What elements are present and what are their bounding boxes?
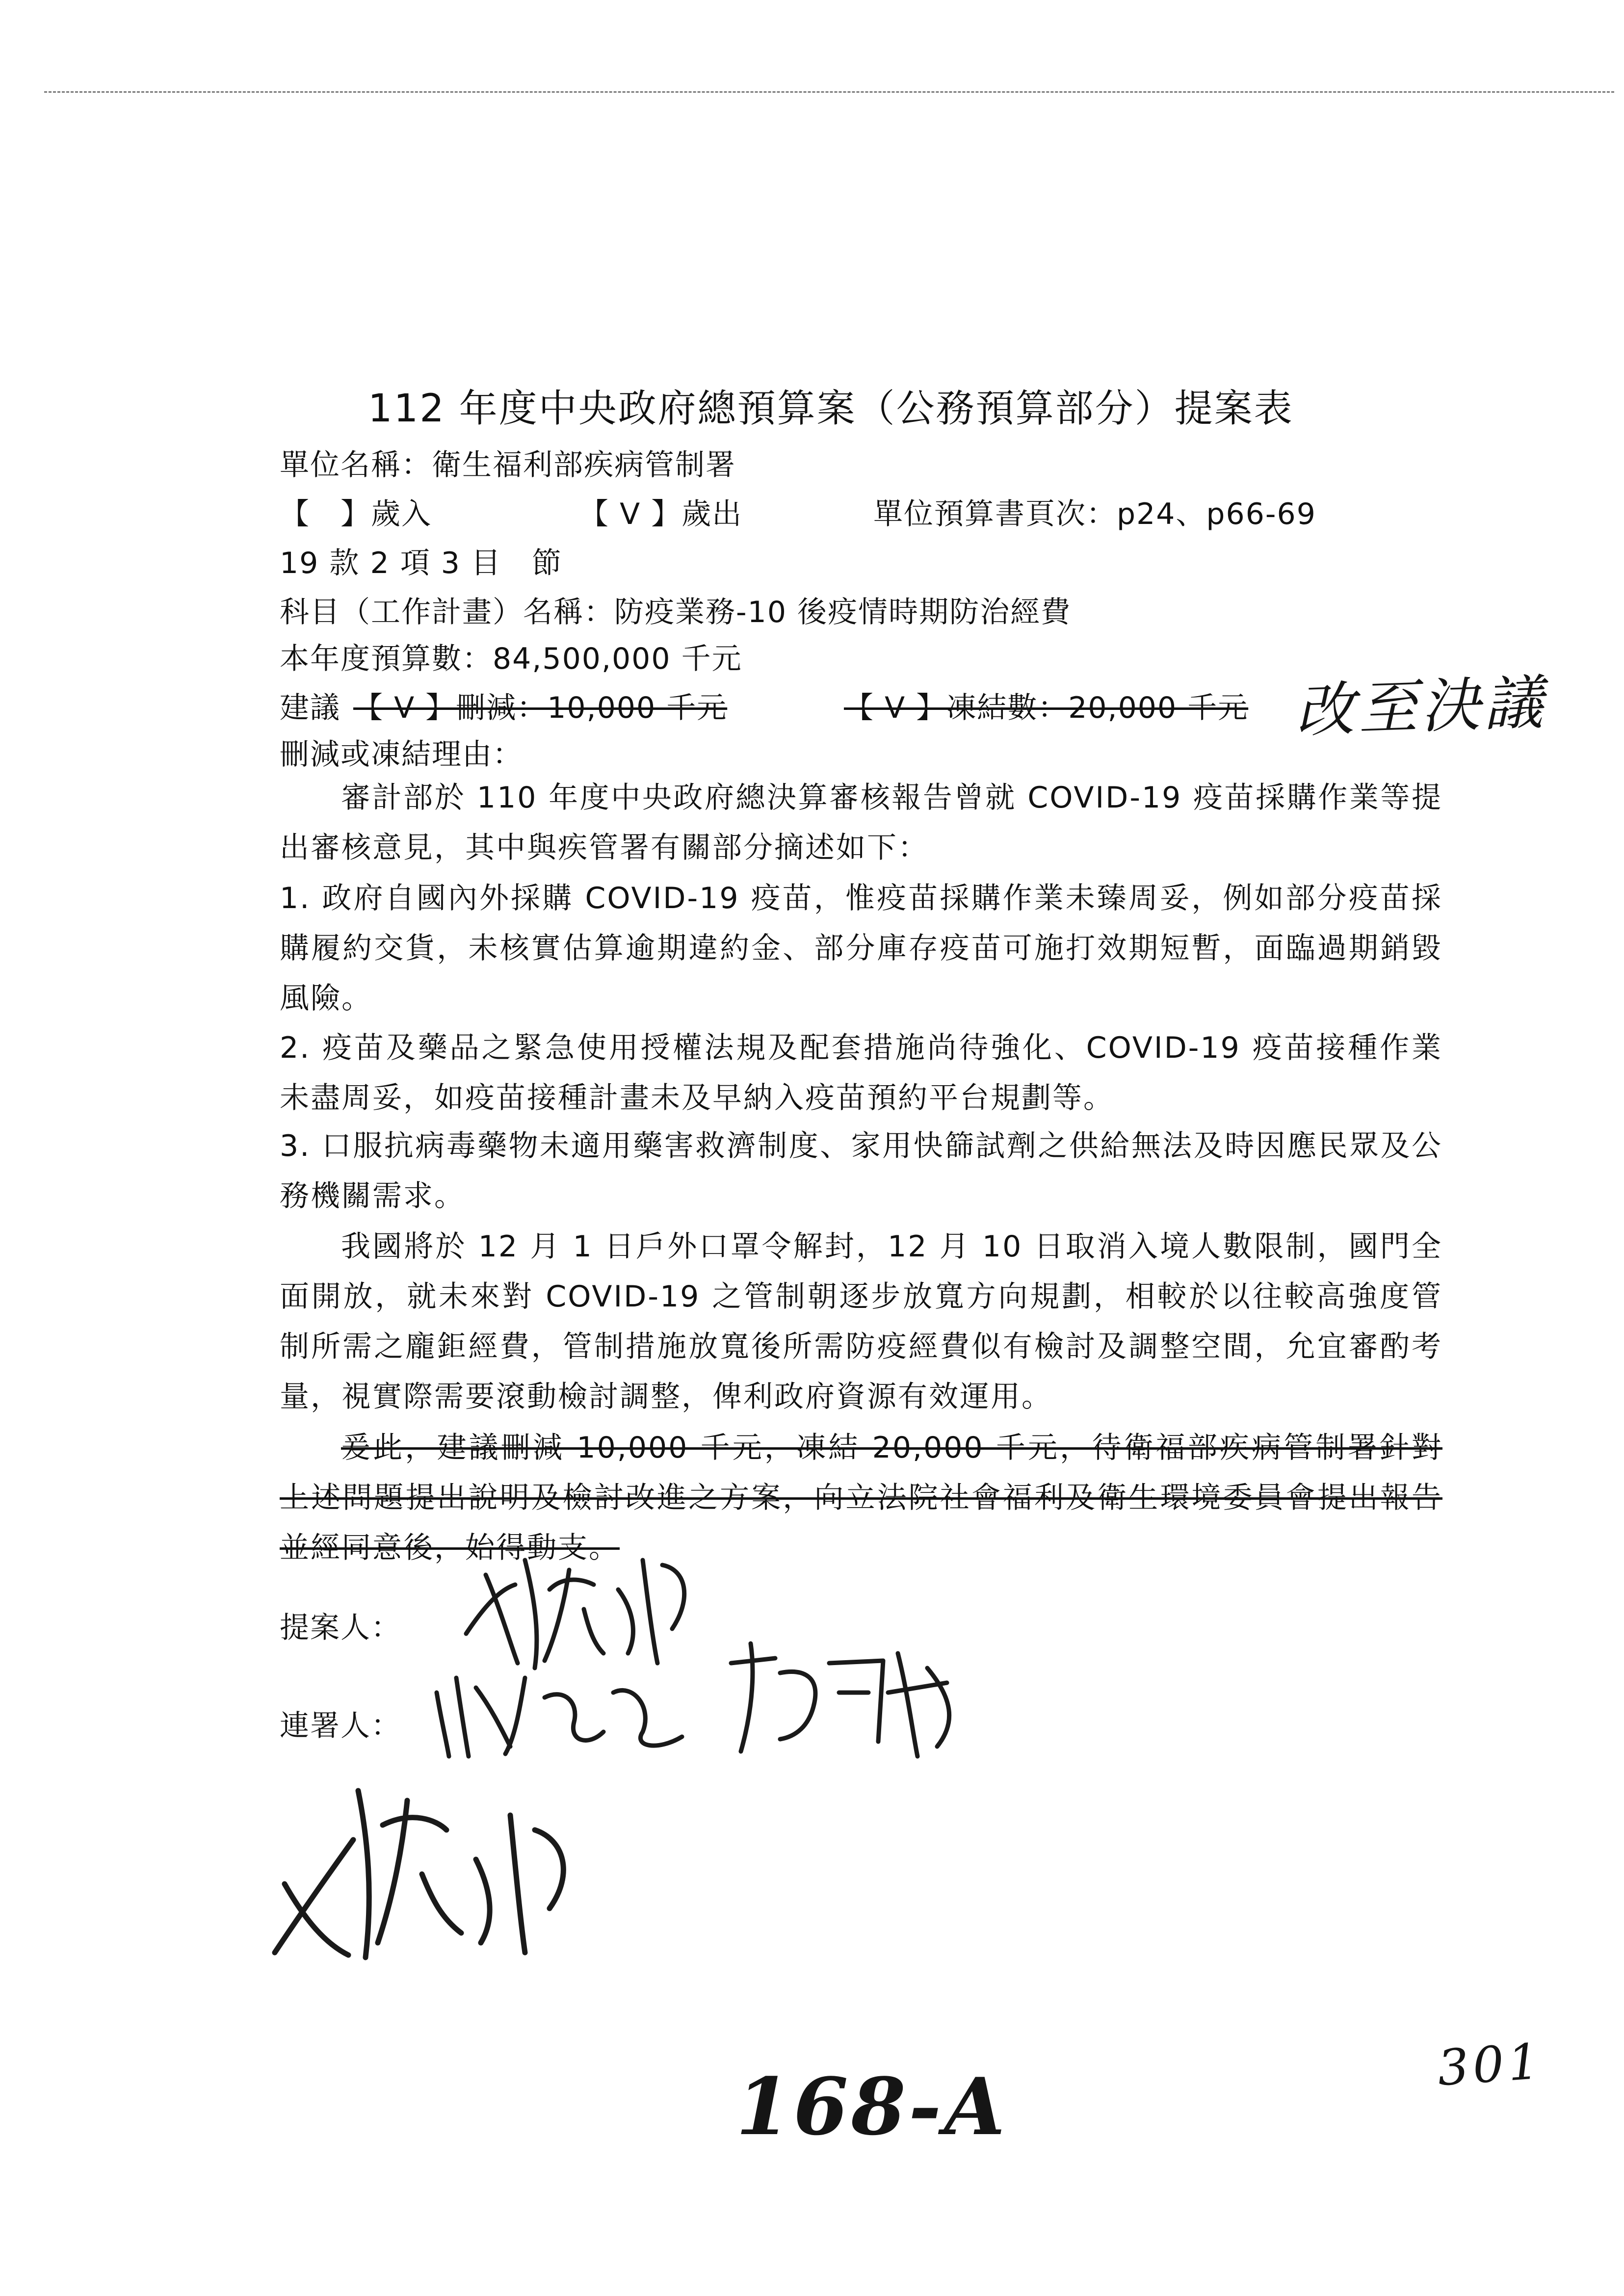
reason-label: 刪減或凍結理由：	[280, 737, 523, 772]
item-number: 19 款 2 項 3 目 節	[280, 546, 563, 580]
page-number: 301	[1436, 2032, 1545, 2097]
freeze-amount-struck: 【 V 】凍結數：20,000 千元	[844, 691, 1249, 725]
expenditure-checkbox: 【 V 】歲出	[579, 497, 743, 531]
paragraph-item-1: 1. 政府自國內外採購 COVID-19 疫苗，惟疫苗採購作業未臻周妥，例如部分疫苗採購履約交貨，未核實估算逾期違約金、部分庫存疫苗可施打效期短暫，面臨過期銷毀風險。	[280, 881, 1442, 1016]
budget-pages: 單位預算書頁次：p24、p66-69	[873, 497, 1316, 531]
cosigner-label: 連署人：	[280, 1709, 401, 1743]
paragraph-item-2: 2. 疫苗及藥品之緊急使用授權法規及配套措施尚待強化、COVID-19 疫苗接種作業未盡周妥，如疫苗接種計畫未及早納入疫苗預約平台規劃等。	[280, 1031, 1442, 1115]
proposer-label: 提案人：	[280, 1611, 401, 1645]
budget-amount: 本年度預算數：84,500,000 千元	[280, 642, 742, 676]
paragraph-policy: 我國將於 12 月 1 日戶外口罩令解封，12 月 10 日取消入境人數限制，國門全面開放，就未來對 COVID-19 之管制朝逐步放寬方向規劃，相較於以往較高強度管制所需之龐鉅經費，管制措施放寬後所需防疫經費似有檢討及調整空間，允宜審酌考量，視實際需要滾動檢討調整，俾利政府資源有效運用。	[280, 1229, 1442, 1414]
cosigner-signature-2	[721, 1634, 976, 1761]
form-title: 112 年度中央政府總預算案（公務預算部分）提案表	[368, 387, 1294, 431]
revenue-checkbox: 【 】歲入	[280, 497, 432, 531]
scan-edge-line	[44, 91, 1614, 93]
case-number: 168-A	[736, 2061, 1008, 2153]
paragraph-conclusion-struck: 爰此，建議刪減 10,000 千元，凍結 20,000 千元，待衛福部疾病管制署針對上述問題提出說明及檢討改進之方案，向立法院社會福利及衛生環境委員會提出報告並經同意後，始得動支。	[280, 1431, 1442, 1565]
paragraph-item-3: 3. 口服抗病毒藥物未適用藥害救濟制度、家用快篩試劑之供給無法及時因應民眾及公務機關需求。	[280, 1129, 1442, 1213]
cosigner-signature-3	[265, 1761, 589, 1967]
handwritten-note: 改至決議	[1294, 669, 1548, 746]
paragraph-intro: 審計部於 110 年度中央政府總決算審核報告曾就 COVID-19 疫苗採購作業等提出審核意見，其中與疾管署有關部分摘述如下：	[280, 781, 1442, 865]
subject-name: 科目（工作計畫）名稱：防疫業務-10 後疫情時期防治經費	[280, 595, 1072, 629]
cosigner-signature-1	[427, 1648, 702, 1761]
suggestion-label: 建議	[280, 691, 341, 725]
cut-amount-struck: 【 V 】刪減：10,000 千元	[353, 691, 728, 725]
unit-name: 單位名稱：衛生福利部疾病管制署	[280, 448, 736, 482]
